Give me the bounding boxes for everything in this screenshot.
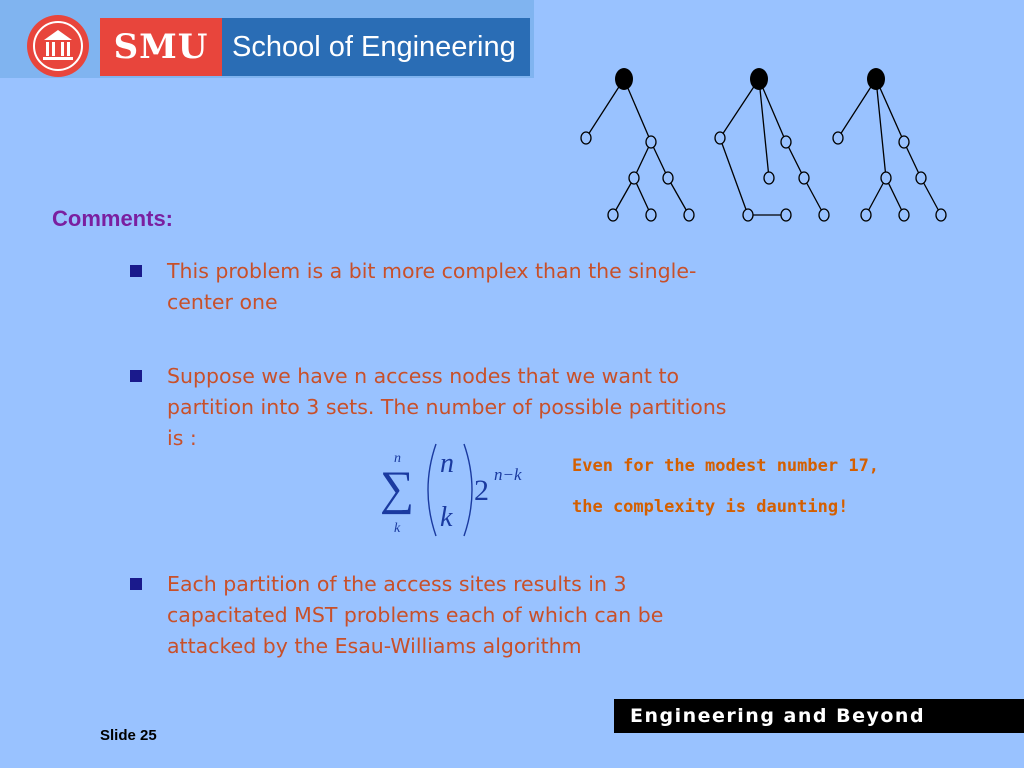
bullet-text-1 — [167, 256, 696, 318]
complexity-note-line-2: the complexity is daunting! — [572, 497, 849, 517]
tree-edges — [586, 79, 941, 215]
tree-leaf-nodes — [581, 132, 946, 221]
partition-count-formula — [370, 438, 540, 544]
footer-tagline: Engineering and Beyond — [614, 699, 1024, 733]
bullet-line: attacked by the Esau-Williams algorithm — [167, 634, 582, 658]
sum-symbol: ∑ — [380, 462, 415, 515]
bullet-line: partition into 3 sets. The number of possible partitions — [167, 395, 727, 419]
binomial-left-paren — [428, 444, 436, 536]
binomial-bottom: k — [440, 502, 453, 533]
slide-number: Slide 25 — [100, 727, 157, 744]
bullet-marker — [130, 265, 142, 277]
school-of-engineering-logo: School of Engineering — [222, 18, 530, 76]
complexity-note-line-1: Even for the modest number 17, — [572, 456, 880, 476]
bullet-line: Suppose we have n access nodes that we want to — [167, 364, 680, 388]
university-seal-icon — [26, 14, 90, 78]
bullet-line: center one — [167, 290, 278, 314]
power-exponent: n−k — [494, 465, 522, 484]
comments-heading: Comments: — [52, 206, 174, 231]
bullet-marker — [130, 578, 142, 590]
sum-upper-limit: n — [394, 451, 401, 466]
sum-lower-limit: k — [394, 521, 401, 536]
tree-root-nodes — [615, 68, 885, 90]
bullet-line: is : — [167, 426, 197, 450]
bullet-text-3 — [167, 569, 663, 662]
bullet-marker — [130, 370, 142, 382]
power-base: 2 — [474, 474, 489, 507]
smu-logo: SMU — [100, 18, 222, 76]
spanning-tree-diagrams — [570, 60, 960, 230]
bullet-line: Each partition of the access sites results in 3 — [167, 572, 627, 596]
binomial-right-paren — [464, 444, 472, 536]
bullet-line: This problem is a bit more complex than the single- — [167, 259, 697, 283]
bullet-line: capacitated MST problems each of which can be — [167, 603, 664, 627]
binomial-top: n — [440, 448, 454, 479]
